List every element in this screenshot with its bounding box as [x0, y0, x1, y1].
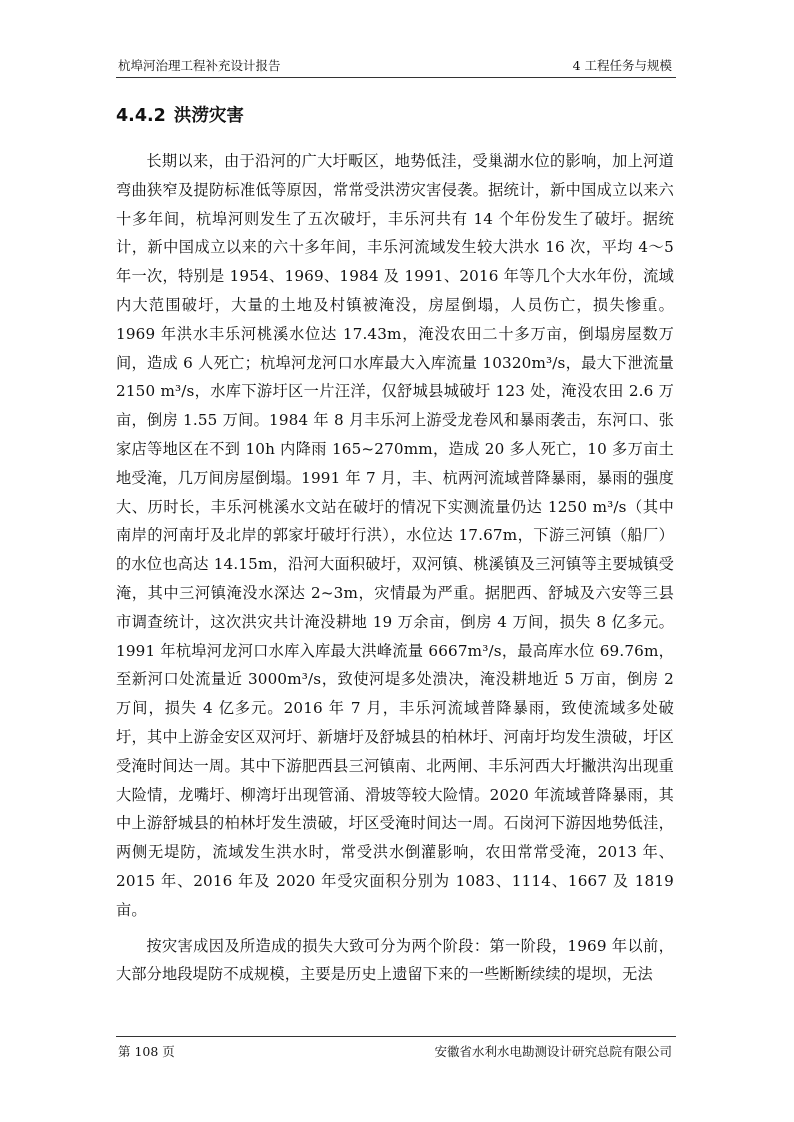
- section-title: 洪涝灾害: [173, 106, 244, 126]
- page-header: [116, 53, 676, 78]
- institute-name: 安徽省水利水电勘测设计研究总院有限公司: [434, 1044, 672, 1059]
- paragraph-flood-history: 长期以来，由于沿河的广大圩畈区，地势低洼，受巢湖水位的影响，加上河道弯曲狭窄及提防标准低等原因，常常受洪涝灾害侵袭。据统计，新中国成立以来六十多年间，杭埠河则发生了五次破圩，丰乐河共有 14 个年份发生了破圩。据统计，新中国成立以来的六十多年间，丰乐河流域发生较大洪水 16 次，平均 4～5 年一次，特别是 1954、1969、1984 及 1991、2016 年等几个大水年份，流域内大范围破圩，大量的土地及村镇被淹没，房屋倒塌，人员伤亡，损失惨重。1969 年洪水丰乐河桃溪水位达 17.43m，淹没农田二十多万亩，倒塌房屋数万间，造成 6 人死亡；杭埠河龙河口水库最大入库流量 10320m³/s，最大下泄流量 2150 m³/s，水库下游圩区一片汪洋，仅舒城县城破圩 123 处，淹没农田 2.6 万亩，倒房 1.55 万间。1984 年 8 月丰乐河上游受龙卷风和暴雨袭击，东河口、张家店等地区在不到 10h 内降雨 165~270mm，造成 20 多人死亡，10 多万亩土地受淹，几万间房屋倒塌。1991 年 7 月，丰、杭两河流域普降暴雨，暴雨的强度大、历时长，丰乐河桃溪水文站在破圩的情况下实测流量仍达 1250 m³/s（其中南岸的河南圩及北岸的郭家圩破圩行洪），水位达 17.67m，下游三河镇（船厂）的水位也高达 14.15m，沿河大面积破圩，双河镇、桃溪镇及三河镇等主要城镇受淹，其中三河镇淹没水深达 2~3m，灾情最为严重。据肥西、舒城及六安等三县市调查统计，这次洪灾共计淹没耕地 19 万余亩，倒房 4 万间，损失 8 亿多元。1991 年杭埠河龙河口水库入库最大洪峰流量 6667m³/s，最高库水位 69.76m，至新河口处流量近 3000m³/s，致使河堤多处溃决，淹没耕地近 5 万亩，倒房 2 万间，损失 4 亿多元。2016 年 7 月，丰乐河流域普降暴雨，致使流域多处破圩，其中上游金安区双河圩、新塘圩及舒城县的柏林圩、河南圩均发生溃破，圩区受淹时间达一周。其中下游肥西县三河镇南、北两闸、丰乐河西大圩撇洪沟出现重大险情，龙嘴圩、柳湾圩出现管涌、滑坡等较大险情。2020 年流域普降暴雨，其中上游舒城县的柏林圩发生溃破，圩区受淹时间达一周。石岗河下游因地势低洼，两侧无堤防，流域发生洪水时，常受洪水倒灌影响，农田常常受淹，2013 年、2015 年、2016 年及 2020 年受灾面积分别为 1083、1114、1667 及 1819 亩。: [116, 152, 674, 919]
- document-title: 杭埠河治理工程补充设计报告: [118, 58, 281, 73]
- paragraph-disaster-stages: 按灾害成因及所造成的损失大致可分为两个阶段：第一阶段，1969 年以前，大部分地段堤防不成规模，主要是历史上遗留下来的一些断断续续的堤坝，无法: [116, 936, 674, 984]
- page-footer: [116, 1036, 676, 1061]
- chapter-title: 4 工程任务与规模: [572, 58, 672, 73]
- section-heading: [116, 102, 244, 127]
- section-number: 4.4.2: [116, 106, 166, 126]
- page-number: 第 108 页: [118, 1044, 175, 1059]
- body-text: [116, 147, 674, 996]
